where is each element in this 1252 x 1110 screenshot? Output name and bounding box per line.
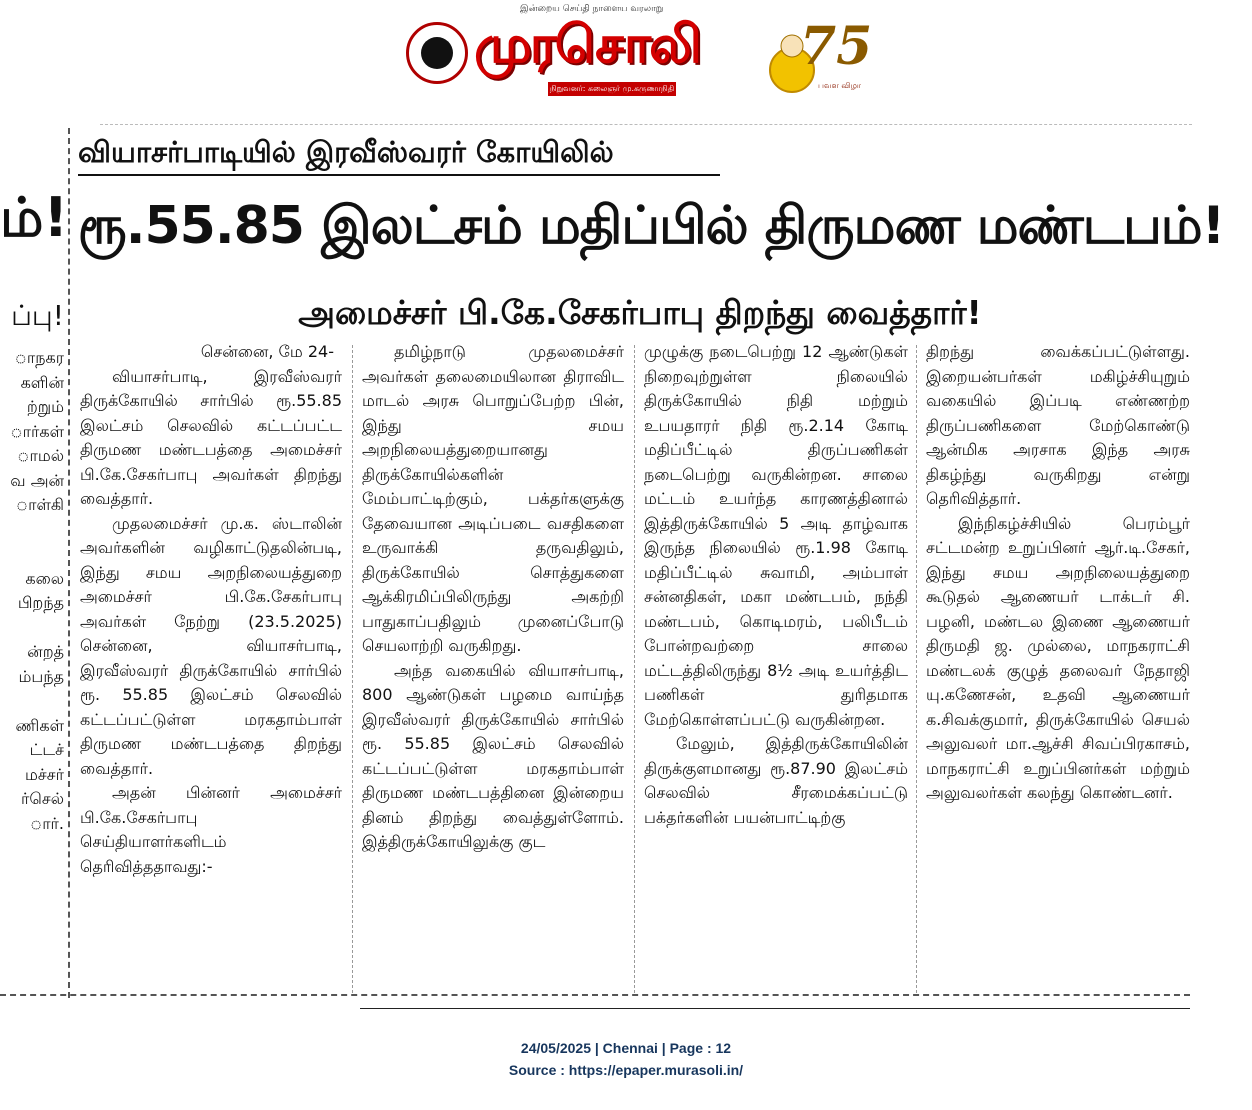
paragraph: அந்த வகையில் வியாசர்பாடி, 800 ஆண்டுகள் பழமை வாய்ந்த இரவீஸ்வரர் திருக்கோயில் சார்பில் ரூ. 55.85 இலட்சம் செலவில் கட்டப்பட்டுள்ள மரகதாம்பாள் திருமண மண்டபத்தினை இன்றைய தினம் திறந்து வைத்துள்ளோம். இத்திருக்கோயிலுக்கு குட: [362, 660, 624, 851]
svg-text:பவள விழா: பவள விழா: [818, 81, 862, 90]
bottom-divider: [360, 1008, 1190, 1009]
article-column-2: [362, 340, 624, 855]
fragment-line: ார்கள்: [10, 421, 64, 441]
adjacent-headline-fragment: ம்!: [0, 186, 69, 249]
fragment-line: ற்றும்: [26, 397, 64, 416]
column-divider: [634, 345, 635, 993]
column-divider: [352, 345, 353, 993]
fragment-line: [0, 689, 64, 713]
paragraph: இந்நிகழ்ச்சியில் பெரம்பூர் சட்டமன்ற உறுப்பினர் ஆர்.டி.சேகர், இந்து சமய அறநிலையத்துறை கூடுதல் ஆணையர் டாக்டர் சி. பழனி, மண்டல இணை ஆணையர் திருமதி ஜ. முல்லை, மாநகராட்சி மண்டலக் குழுத் தலைவர் நேதாஜி யு.கணேசன், உதவி ஆணையர் க.சிவக்குமார், திருக்கோயில் செயல் அலுவலர் மா.ஆச்சி சிவப்பிரகாசம், மாநகராட்சி உறுப்பினர்கள் மற்றும் அலுவலர்கள் கலந்து கொண்டனர்.: [926, 513, 1190, 802]
adjacent-deck-fragment: ப்பு!: [11, 299, 64, 332]
article-column-3: [644, 340, 908, 830]
founder-banner: நிறுவனர்: கலைஞர் மு.கருணாநிதி: [548, 82, 676, 96]
fragment-line: ன்றத்: [27, 642, 64, 661]
fragment-line: ாநகர: [14, 348, 64, 367]
fragment-line: மச்சர்: [25, 764, 64, 784]
fragment-line: [0, 542, 64, 566]
article-headline: ரூ.55.85 இலட்சம் மதிப்பில் திருமண மண்டபம்!: [78, 196, 1225, 256]
fragment-line: வ அன்: [10, 470, 64, 490]
fragment-line: ாள்கி: [15, 495, 64, 514]
bottom-divider: [0, 994, 1190, 996]
dateline: சென்னை, மே 24-: [200, 342, 334, 361]
paragraph: தமிழ்நாடு முதலமைச்சர் அவர்கள் தலைமையிலான திராவிட மாடல் அரசு பொறுப்பேற்ற பின், இந்து சமய அறநிலையத்துறையானது திருக்கோயில்களின் மேம்பாட்டிற்கும், பக்தர்களுக்கு தேவையான அடிப்படை வசதிகளை உருவாக்கி தருவதிலும், திருக்கோயில் சொத்துகளை ஆக்கிரமிப்பிலிருந்து அகற்றி பாதுகாப்பதிலும் முனைப்போடு செயலாற்றி வருகிறது.: [362, 342, 624, 655]
paragraph: முழுக்கு நடைபெற்று 12 ஆண்டுகள் நிறைவுற்றுள்ள நிலையில் திருக்கோயில் நிதி மற்றும் உபயதாரர் நிதி ரூ.2.14 கோடி மதிப்பீட்டில் திருப்பணிகள் நடைபெற்று வருகின்றன. சாலை மட்டம் உயர்ந்த காரணத்தினால் இத்திருக்கோயில் 5 அடி தாழ்வாக இருந்த நிலையில் ரூ.1.98 கோடி மதிப்பீட்டில் சுவாமி, அம்பாள் சன்னதிகள், மகா மண்டபம், நந்தி மண்டபம், கொடிமரம், பலிபீடம் போன்றவற்றை சாலை மட்டத்திலிருந்து 8½ அடி உயர்த்திட பணிகள் துரிதமாக மேற்கொள்ளப்பட்டு வருகின்றன.: [644, 342, 908, 729]
article-column-1: [80, 340, 342, 879]
emblem-logo: [406, 22, 468, 84]
paragraph: மேலும், இத்திருக்கோயிலின் திருக்குளமானது ரூ.87.90 இலட்சம் செலவில் சீரமைக்கப்பட்டு பக்தர்களின் பயன்பாட்டிற்கு: [644, 734, 908, 827]
fragment-line: பிறந்த: [17, 593, 64, 612]
fragment-line: களின்: [20, 372, 64, 392]
fragment-line: [0, 616, 64, 640]
paragraph: முதலமைச்சர் மு.க. ஸ்டாலின் அவர்களின் வழிகாட்டுதலின்படி, இந்து சமய அறநிலையத்துறை அமைச்சர் பி.கே.சேகர்பாபு அவர்கள் நேற்று (23.5.2025) சென்னை, வியாசர்பாடி, இரவீஸ்வரர் திருக்கோயில் சார்பில் ரூ. 55.85 இலட்சம் செலவில் கட்டப்பட்டுள்ள மரகதாம்பாள் திருமண மண்டபத்தை திறந்து வைத்தார்.: [80, 513, 342, 778]
paragraph: திறந்து வைக்கப்பட்டுள்ளது. இறையன்பர்கள் மகிழ்ச்சியுறும் வகையில் இப்படி எண்ணற்ற திருப்பணிகளை மேற்கொண்டு ஆன்மிக அரசாக இந்த அரசு திகழ்ந்து வருகிறது என்று தெரிவித்தார்.: [926, 342, 1190, 508]
article-kicker: வியாசர்பாடியில் இரவீஸ்வரர் கோயிலில்: [78, 130, 720, 176]
newspaper-logo: முரசொலி: [474, 15, 700, 75]
paragraph: வியாசர்பாடி, இரவீஸ்வரர் திருக்கோயில் சார்பில் ரூ.55.85 இலட்சம் செலவில் கட்டப்பட்ட திருமண மண்டபத்தை அமைச்சர் பி.கே.சேகர்பாபு அவர்கள் திறந்து வைத்தார்.: [80, 366, 342, 508]
fragment-line: கலை: [25, 568, 64, 588]
column-divider: [916, 345, 917, 993]
article-column-4: [926, 340, 1190, 806]
edition-info: 24/05/2025 | Chennai | Page : 12: [520, 1040, 732, 1056]
svg-text:75: 75: [800, 16, 873, 77]
fragment-line: ர்செல்: [21, 789, 64, 808]
fragment-line: [0, 518, 64, 542]
masthead: [0, 0, 1252, 110]
top-divider: [100, 124, 1192, 125]
anniversary-logo: [762, 6, 873, 102]
fragment-line: ம்பந்த: [18, 666, 64, 686]
fragment-line: ார்.: [29, 813, 64, 833]
column-divider: [68, 128, 70, 998]
article-deck: அமைச்சர் பி.கே.சேகர்பாபு திறந்து வைத்தார்!: [298, 293, 982, 332]
fragment-line: ட்டச்: [29, 740, 64, 759]
source-link[interactable]: Source : https://epaper.murasoli.in/: [508, 1062, 744, 1078]
fragment-line: ணிகள்: [15, 715, 64, 735]
fragment-line: ாமல்: [17, 446, 64, 465]
paragraph: அதன் பின்னர் அமைச்சர் பி.கே.சேகர்பாபு செய்தியாளர்களிடம் தெரிவித்ததாவது:-: [80, 783, 342, 876]
masthead-tagline: இன்றைய செய்தி நாளைய வரலாறு: [520, 4, 664, 14]
